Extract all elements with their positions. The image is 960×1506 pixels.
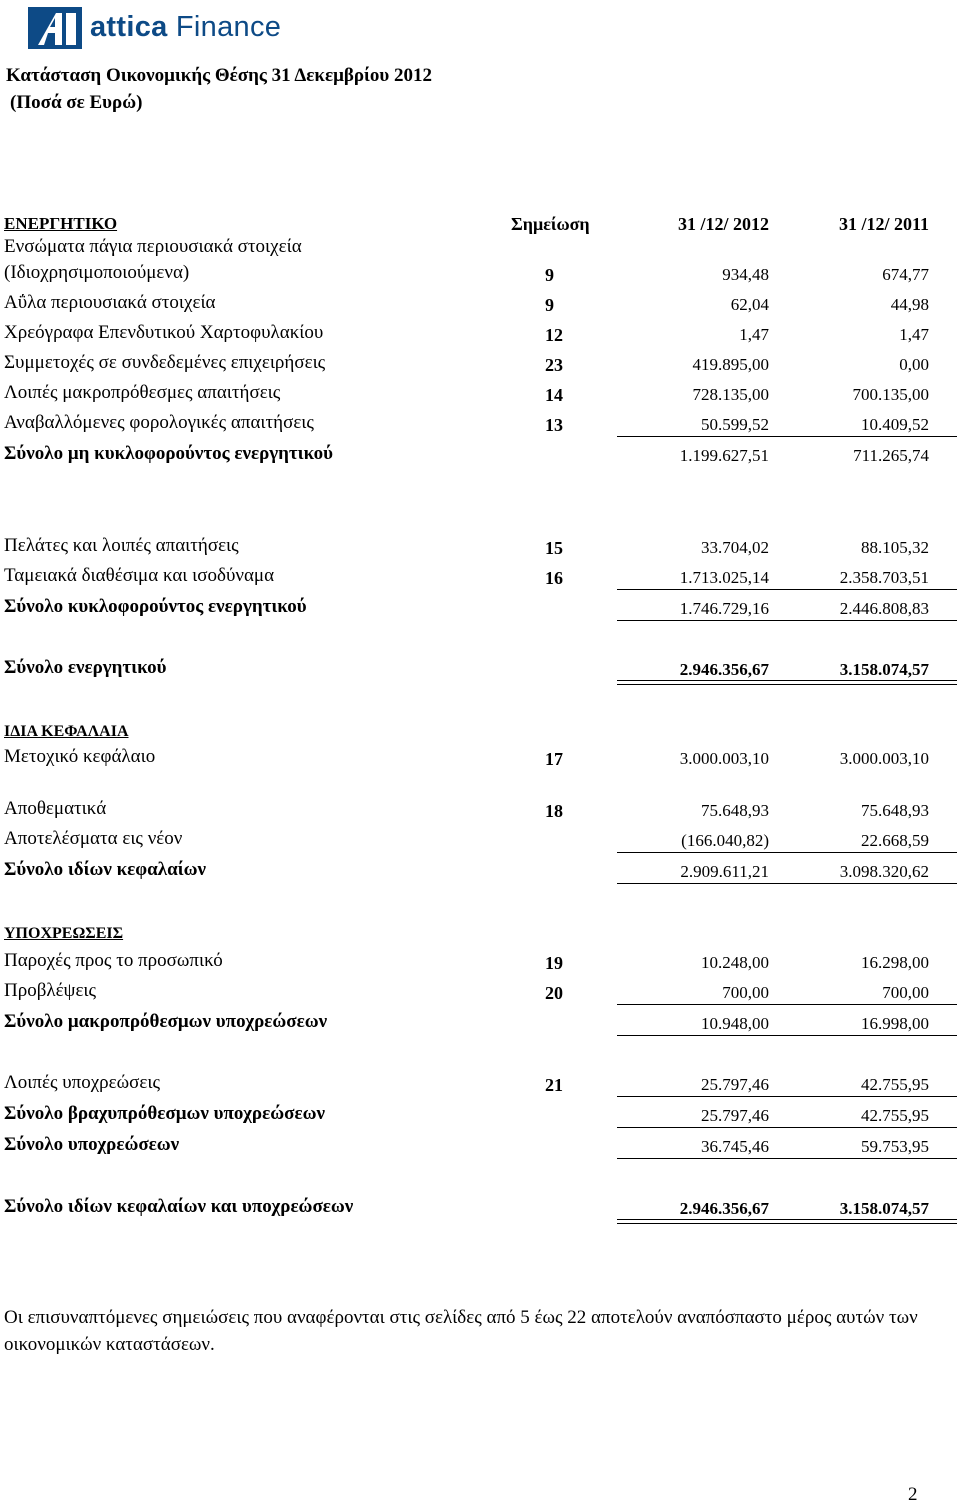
row-note: 12 xyxy=(545,325,563,345)
row-value-2012: 3.000.003,10 xyxy=(679,749,769,768)
row-value-2012: 36.745,46 xyxy=(701,1137,769,1156)
page-subtitle: (Ποσά σε Ευρώ) xyxy=(10,92,143,113)
section-heading-liabilities xyxy=(0,921,960,945)
table-row xyxy=(0,746,960,770)
table-row xyxy=(0,535,960,559)
subtotal-rule xyxy=(617,620,957,621)
table-row xyxy=(0,798,960,822)
footnote: Οι επισυναπτόμενες σημειώσεις που αναφέρονται στις σελίδες από 5 έως 22 αποτελούν αναπόσπαστο μέρος αυτών των οικονομικών καταστάσεων. xyxy=(4,1307,918,1355)
row-label: Μετοχικό κεφάλαιο xyxy=(4,746,156,767)
header-assets-label: ΕΝΕΡΓΗΤΙΚΟ xyxy=(4,214,118,233)
row-value-2012: 934,48 xyxy=(722,265,769,284)
row-value-2012: 25.797,46 xyxy=(701,1106,769,1125)
table-row xyxy=(0,292,960,316)
row-value-2012: 2.909.611,21 xyxy=(680,862,769,881)
row-label: Αΰλα περιουσιακά στοιχεία xyxy=(4,292,216,313)
row-label: Λοιπές μακροπρόθεσμες απαιτήσεις xyxy=(4,382,281,403)
row-value-2011: 1,47 xyxy=(899,325,929,344)
row-label: Χρεόγραφα Επενδυτικού Χαρτοφυλακίου xyxy=(4,322,324,343)
row-value-2012: 1.199.627,51 xyxy=(679,446,769,465)
row-value-2012: 75.648,93 xyxy=(701,801,769,820)
row-value-2012: 10.248,00 xyxy=(701,953,769,972)
row-note: 9 xyxy=(545,295,554,315)
row-note: 14 xyxy=(545,385,563,405)
row-label: Συμμετοχές σε συνδεδεμένες επιχειρήσεις xyxy=(4,352,326,373)
row-value-2011: 42.755,95 xyxy=(861,1106,929,1125)
subtotal-row xyxy=(0,596,960,620)
total-double-rule xyxy=(617,680,957,685)
row-note: 16 xyxy=(545,568,563,588)
table-row xyxy=(0,322,960,346)
row-note: 15 xyxy=(545,538,563,558)
row-label: (Ιδιοχρησιμοποιούμενα) xyxy=(4,262,190,283)
table-row xyxy=(0,352,960,376)
row-value-2012: 728.135,00 xyxy=(692,385,769,404)
row-value-2011: 3.158.074,57 xyxy=(839,660,929,679)
total-double-rule xyxy=(617,1219,957,1224)
logo-word-finance: Finance xyxy=(167,10,282,43)
row-value-2011: 2.446.808,83 xyxy=(839,599,929,618)
total-row xyxy=(0,1196,960,1220)
row-note: 23 xyxy=(545,355,563,375)
row-value-2011: 0,00 xyxy=(899,355,929,374)
row-note: 21 xyxy=(545,1075,563,1095)
row-value-2012: 2.946.356,67 xyxy=(679,1199,769,1218)
header-note: Σημείωση xyxy=(511,214,590,234)
row-value-2012: 419.895,00 xyxy=(692,355,769,374)
subtotal-rule xyxy=(617,1096,957,1097)
subtotal-rule xyxy=(617,883,957,884)
header-col-2011: 31 /12/ 2011 xyxy=(838,214,929,234)
row-value-2011: 3.000.003,10 xyxy=(839,749,929,768)
row-value-2012: 1.713.025,14 xyxy=(679,568,769,587)
row-label: Προβλέψεις xyxy=(4,980,97,1001)
row-value-2012: 1,47 xyxy=(739,325,769,344)
row-note: 17 xyxy=(545,749,563,769)
row-value-2011: 3.098.320,62 xyxy=(839,862,929,881)
logo-word-attica: attica xyxy=(90,10,168,43)
row-value-2011: 75.648,93 xyxy=(861,801,929,820)
row-value-2012: 700,00 xyxy=(722,983,769,1002)
company-logo xyxy=(26,4,281,52)
row-value-2011: 16.298,00 xyxy=(861,953,929,972)
row-label: Σύνολο μακροπρόθεσμων υποχρεώσεων xyxy=(4,1011,328,1032)
subtotal-rule xyxy=(617,589,957,590)
subtotal-rule xyxy=(617,1127,957,1128)
subtotal-row xyxy=(0,859,960,883)
row-label: Σύνολο ενεργητικού xyxy=(4,657,167,678)
row-label: Αναβαλλόμενες φορολογικές απαιτήσεις xyxy=(4,412,314,433)
section-heading-equity xyxy=(0,719,960,743)
table-row xyxy=(0,262,960,286)
row-note: 9 xyxy=(545,265,554,285)
page-number: 2 xyxy=(908,1484,918,1505)
row-label: Σύνολο μη κυκλοφορούντος ενεργητικού xyxy=(4,443,333,464)
row-value-2011: 42.755,95 xyxy=(861,1075,929,1094)
table-header xyxy=(0,211,960,235)
table-row xyxy=(0,828,960,852)
row-value-2012: 33.704,02 xyxy=(701,538,769,557)
subtotal-rule xyxy=(617,1004,957,1005)
table-row xyxy=(0,382,960,406)
row-value-2012: 10.948,00 xyxy=(701,1014,769,1033)
row-label: Σύνολο ιδίων κεφαλαίων xyxy=(4,859,206,880)
table-row xyxy=(0,950,960,974)
row-label: Αποθεματικά xyxy=(4,798,107,819)
total-row xyxy=(0,657,960,681)
row-label: Πελάτες και λοιπές απαιτήσεις xyxy=(4,535,239,556)
header-col-2012: 31 /12/ 2012 xyxy=(677,214,769,234)
row-note: 18 xyxy=(545,801,563,821)
row-value-2011: 88.105,32 xyxy=(861,538,929,557)
table-row xyxy=(0,565,960,589)
row-label: Σύνολο ιδίων κεφαλαίων και υποχρεώσεων xyxy=(4,1196,354,1217)
row-label: Σύνολο βραχυπρόθεσμων υποχρεώσεων xyxy=(4,1103,325,1124)
row-value-2011: 10.409,52 xyxy=(861,415,929,434)
attica-logo-icon xyxy=(26,5,84,51)
row-value-2012: 50.599,52 xyxy=(701,415,769,434)
row-value-2011: 674,77 xyxy=(882,265,929,284)
row-label: Παροχές προς το προσωπικό xyxy=(4,950,223,971)
row-value-2011: 44,98 xyxy=(890,295,929,314)
logo-wordmark xyxy=(90,11,281,44)
row-note: 13 xyxy=(545,415,563,435)
row-label: Λοιπές υποχρεώσεις xyxy=(4,1072,160,1093)
subtotal-row xyxy=(0,1011,960,1035)
row-value-2011: 16.998,00 xyxy=(861,1014,929,1033)
row-value-2012: 2.946.356,67 xyxy=(679,660,769,679)
subtotal-rule xyxy=(617,436,957,437)
row-value-2011: 711.265,74 xyxy=(853,446,929,465)
subtotal-row xyxy=(0,1103,960,1127)
row-label: Αποτελέσματα εις νέον xyxy=(4,828,183,849)
page-title: Κατάσταση Οικονομικής Θέσης 31 Δεκεμβρίου 2012 xyxy=(6,65,433,86)
table-row xyxy=(0,412,960,436)
row-value-2012: 62,04 xyxy=(730,295,769,314)
row-value-2011: 22.668,59 xyxy=(861,831,929,850)
row-value-2012: (166.040,82) xyxy=(681,831,769,850)
table-row xyxy=(0,1072,960,1096)
subtotal-rule xyxy=(617,852,957,853)
table-row xyxy=(0,236,960,260)
row-value-2011: 3.158.074,57 xyxy=(839,1199,929,1218)
row-value-2012: 1.746.729,16 xyxy=(679,599,769,618)
row-value-2011: 700,00 xyxy=(882,983,929,1002)
subtotal-row xyxy=(0,443,960,467)
row-note: 19 xyxy=(545,953,563,973)
section-heading: ΥΠΟΧΡΕΩΣΕΙΣ xyxy=(4,925,124,942)
row-label: Ενσώματα πάγια περιουσιακά στοιχεία xyxy=(4,236,302,257)
row-label: Ταμειακά διαθέσιμα και ισοδύναμα xyxy=(4,565,275,586)
subtotal-rule xyxy=(617,1158,957,1159)
row-value-2011: 2.358.703,51 xyxy=(839,568,929,587)
subtotal-row xyxy=(0,1134,960,1158)
row-value-2011: 700.135,00 xyxy=(852,385,929,404)
row-label: Σύνολο κυκλοφορούντος ενεργητικού xyxy=(4,596,307,617)
row-value-2012: 25.797,46 xyxy=(701,1075,769,1094)
row-note: 20 xyxy=(545,983,563,1003)
section-heading: ΙΔΙΑ ΚΕΦΑΛΑΙΑ xyxy=(4,723,129,740)
table-row xyxy=(0,980,960,1004)
row-value-2011: 59.753,95 xyxy=(861,1137,929,1156)
subtotal-rule xyxy=(617,1035,957,1036)
row-label: Σύνολο υποχρεώσεων xyxy=(4,1134,180,1155)
